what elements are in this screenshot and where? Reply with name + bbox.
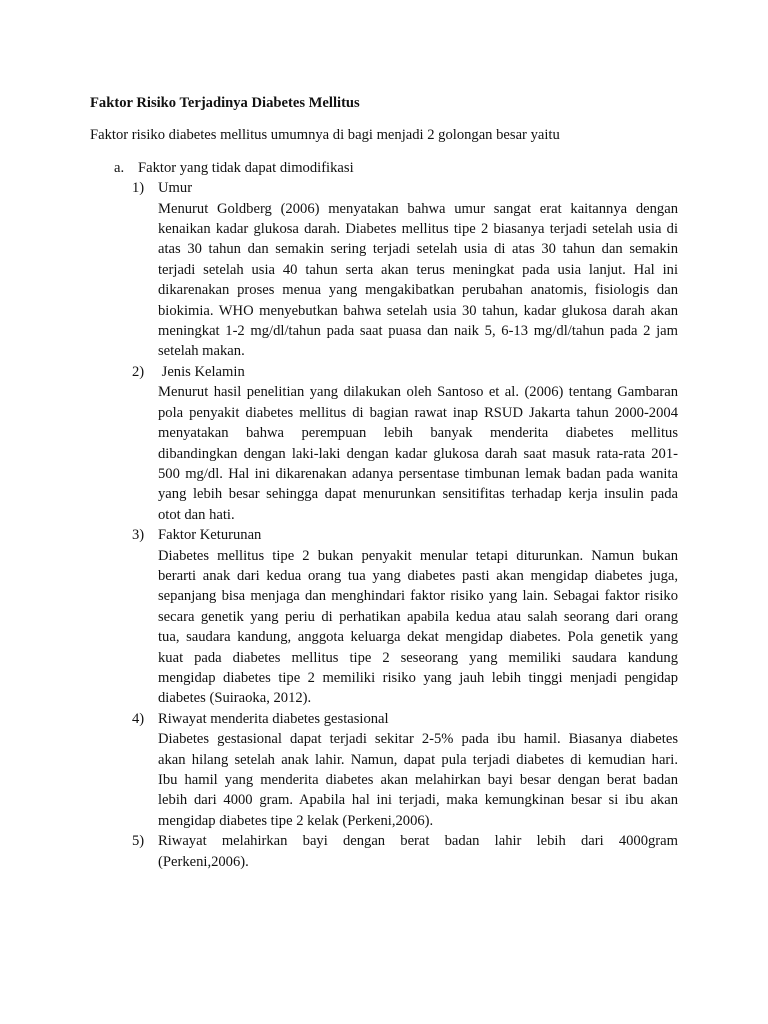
item-heading: Riwayat menderita diabetes gestasional [158, 710, 389, 727]
body-line: otot dan hati. [158, 506, 235, 523]
body-line: meningkat 1-2 mg/dl/tahun pada saat puasa dan naik 5, 6-13 mg/dl/tahun pada 2 jam [158, 323, 678, 340]
body-line: akan hilang setelah anak lahir. Namun, dapat pula terjadi diabetes di kemudian hari. [158, 751, 678, 768]
list-item-riwayat-melahirkan [132, 831, 678, 872]
body-line: berarti anak dari kedua orang tua yang diabetes pasti akan mengidap diabetes juga, [158, 567, 678, 584]
body-line: pola penyakit diabetes mellitus di bagian rawat inap RSUD Jakarta tahun 2000-2004 [158, 404, 678, 421]
item-body [158, 199, 678, 362]
body-line: Diabetes mellitus tipe 2 bukan penyakit menular tetapi diturunkan. Namun bukan [158, 547, 678, 564]
item-heading: Jenis Kelamin [158, 363, 245, 380]
list-item-diabetes-gestasional [132, 709, 678, 831]
body-line: dikarenakan proses menua yang mengakibatkan perubahan anatomis, fisiologis dan [158, 282, 678, 299]
item-body [158, 546, 678, 709]
section-heading [90, 158, 678, 178]
body-line: tua, saudara kandung, anggota keluarga dekat mengidap diabetes. Pola genetik yang [158, 629, 678, 646]
body-line: kenaikan kadar glukosa darah. Diabetes mellitus tipe 2 biasanya terjadi setelah usia di [158, 221, 678, 238]
list-item-jenis-kelamin [132, 362, 678, 525]
body-line: diabetes (Suiraoka, 2012). [158, 690, 312, 707]
item-body [158, 729, 678, 831]
item-number: 4) [132, 710, 145, 727]
body-line: setelah makan. [158, 343, 245, 360]
list-item-faktor-keturunan [132, 525, 678, 709]
body-line: mengidap diabetes tipe 2 kelak (Perkeni,2006). [158, 812, 434, 829]
body-line: Ibu hamil yang menderita diabetes akan melahirkan bayi besar dengan berat badan [158, 772, 678, 788]
document-page [90, 93, 678, 872]
section-a [90, 158, 678, 872]
body-line: secara genetik yang periu di perhatikan apabila kedua atau salah seorang dari orang [158, 608, 678, 625]
body-line: 500 mg/dl. Hal ini dikarenakan adanya persentase timbunan lemak badan pada wanita [158, 465, 678, 482]
body-line: biokimia. WHO menyebutkan bahwa setelah usia 30 tahun, kadar glukosa darah akan [158, 302, 678, 319]
intro-paragraph: Faktor risiko diabetes mellitus umumnya di bagi menjadi 2 golongan besar yaitu [90, 127, 560, 144]
body-line: (Perkeni,2006). [158, 853, 249, 870]
item-heading: Faktor Keturunan [158, 527, 262, 544]
document-title: Faktor Risiko Terjadinya Diabetes Mellitus [90, 95, 360, 111]
item-body [158, 831, 678, 872]
item-number: 3) [132, 527, 145, 544]
body-line: Menurut hasil penelitian yang dilakukan oleh Santoso et al. (2006) tentang Gambaran [158, 384, 678, 401]
body-line: Riwayat melahirkan bayi dengan berat badan lahir lebih dari 4000gram [158, 833, 678, 850]
item-number: 5) [132, 833, 145, 850]
body-line: dibandingkan dengan laki-laki dengan kadar glukosa darah saat masuk rata-rata 201- [158, 445, 678, 462]
item-heading: Umur [158, 180, 193, 197]
body-line: kuat pada diabetes mellitus tipe 2 seseorang yang memiliki saudara kandung [158, 649, 678, 666]
body-line: Diabetes gestasional dapat terjadi sekitar 2-5% pada ibu hamil. Biasanya diabetes [158, 731, 678, 748]
body-line: sepanjang bisa menjaga dan menghindari faktor risiko yang lain. Sebagai faktor risiko [158, 588, 678, 605]
risk-factor-list [132, 178, 678, 872]
body-line: terjadi setelah usia 40 tahun serta akan terus meningkat pada usia lanjut. Hal ini [158, 261, 678, 278]
list-item-umur [132, 178, 678, 362]
section-title: Faktor yang tidak dapat dimodifikasi [138, 159, 354, 176]
item-body [158, 382, 678, 525]
item-number: 1) [132, 180, 145, 197]
item-number: 2) [132, 363, 145, 380]
body-line: lebih dari 4000 gram. Apabila hal ini terjadi, maka kemungkinan besar si ibu akan [158, 792, 678, 809]
body-line: mengidap diabetes tipe 2 memiliki risiko yang jauh lebih tinggi menjadi pengidap [158, 669, 678, 686]
section-letter: a. [114, 159, 125, 176]
body-line: atas 30 tahun dan semakin sering terjadi setelah usia di atas 30 tahun dan semakin [158, 241, 678, 258]
body-line: Menurut Goldberg (2006) menyatakan bahwa umur sangat erat kaitannya dengan [158, 200, 678, 217]
body-line: menyatakan bahwa perempuan lebih banyak menderita diabetes mellitus [158, 425, 678, 442]
body-line: yang lebih besar sehingga dapat menurunkan sensitifitas terhadap kerja insulin pada [158, 486, 678, 503]
